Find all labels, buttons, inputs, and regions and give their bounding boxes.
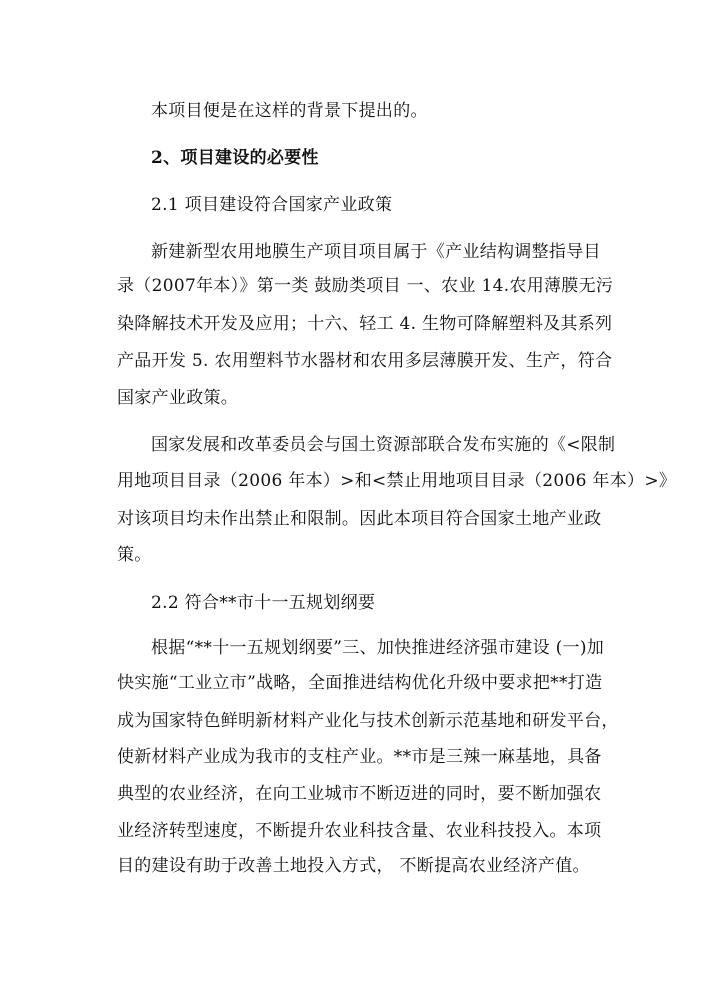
paragraph-line: 用地项目目录（2006 年本）>和<禁止用地项目目录（2006 年本）>》: [117, 471, 677, 491]
paragraph-line: 本项目便是在这样的背景下提出的。: [151, 101, 428, 121]
subsection-heading: 2.2 符合**市十一五规划纲要: [151, 593, 376, 613]
section-heading: 2、项目建设的必要性: [151, 148, 319, 168]
paragraph-line: 策。: [117, 545, 152, 565]
paragraph-line: 新建新型农用地膜生产项目项目属于《产业结构调整指导目: [151, 242, 601, 262]
paragraph-line: 成为国家特色鲜明新材料产业化与技术创新示范基地和研发平台，: [117, 711, 619, 731]
paragraph-line: 产品开发 5. 农用塑料节水器材和农用多层薄膜开发、生产，符合: [117, 351, 613, 371]
paragraph-line: 根据“**十一五规划纲要”三、加快推进经济强市建设 (一)加: [151, 638, 605, 658]
paragraph-line: 典型的农业经济，在向工业城市不断迈进的同时，要不断加强农: [117, 784, 602, 804]
paragraph-line: 使新材料产业成为我市的支柱产业。**市是三辣一麻基地，具备: [117, 747, 602, 767]
paragraph-line: 染降解技术开发及应用；十六、轻工 4. 生物可降解塑料及其系列: [117, 314, 613, 334]
paragraph-line: 对该项目均未作出禁止和限制。因此本项目符合国家土地产业政: [117, 509, 602, 529]
paragraph-line: 快实施“工业立市”战略，全面推进结构优化升级中要求把**打造: [117, 673, 603, 693]
paragraph-line: 国家产业政策。: [117, 388, 239, 408]
paragraph-line: 目的建设有助于改善土地投入方式， 不断提高农业经济产值。: [117, 856, 590, 876]
subsection-heading: 2.1 项目建设符合国家产业政策: [151, 195, 393, 215]
paragraph-line: 录（2007年本）》第一类 鼓励类项目 一、农业 14.农用薄膜无污: [117, 276, 614, 296]
paragraph-line: 国家发展和改革委员会与国土资源部联合发布实施的《<限制: [151, 435, 616, 455]
paragraph-line: 业经济转型速度，不断提升农业科技含量、农业科技投入。本项: [117, 821, 602, 841]
